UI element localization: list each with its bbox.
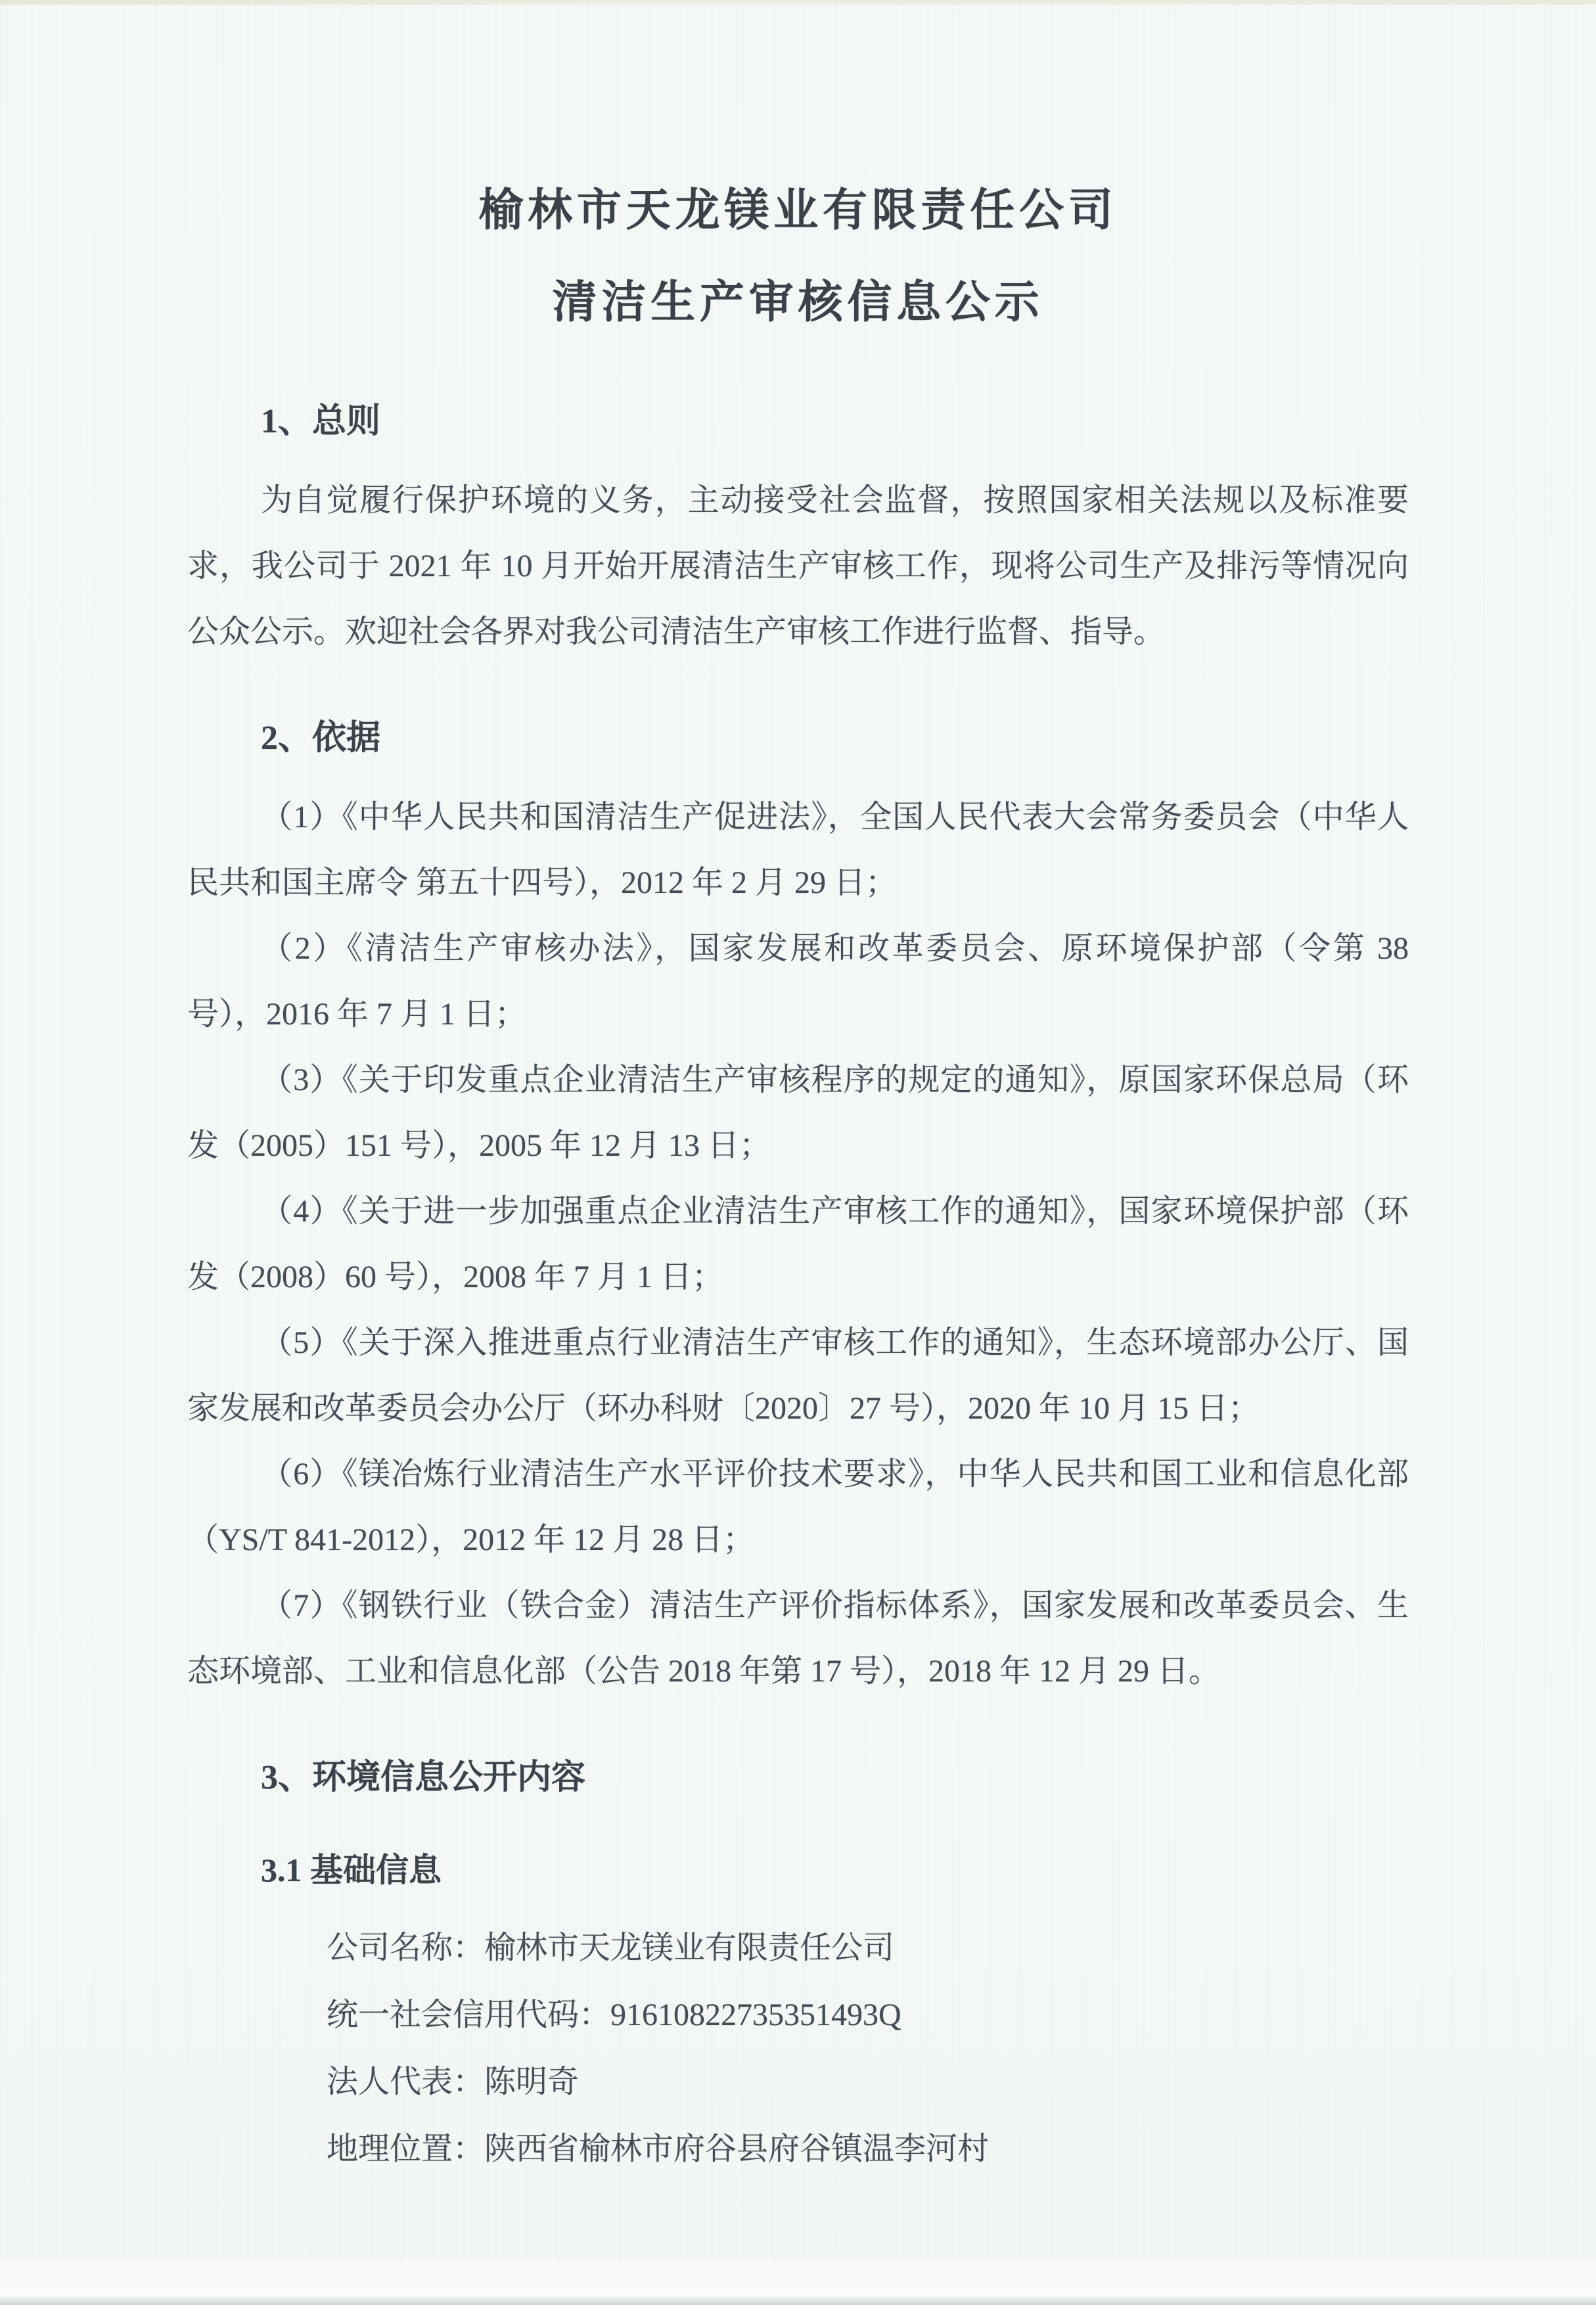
document-title-line-1: 榆林市天龙镁业有限责任公司 [478,185,1118,235]
field-company-name-label: 公司名称： [327,1930,485,1965]
scan-artifact-bottom-strip [0,2262,1596,2288]
section-3-1-heading: 3.1 基础信息 [261,1852,442,1888]
field-location-label: 地理位置： [327,2132,485,2166]
reference-item-2: （2）《清洁生产审核办法》，国家发展和改革委员会、原环境保护部（令第 38 号），2016 年 7 月 1 日； [187,931,1409,1032]
reference-item-7: （7）《钢铁行业（铁合金）清洁生产评价指标体系》，国家发展和改革委员会、生态环境部、工业和信息化部（公告 2018 年第 17 号），2018 年 12 月 29 日。 [187,1588,1409,1689]
reference-item-5: （5）《关于深入推进重点行业清洁生产审核工作的通知》，生态环境部办公厅、国家发展和改革委员会办公厅（环办科财〔2020〕27 号），2020 年 10 月 15 日； [187,1325,1409,1426]
scan-artifact-bottom-edge [0,2288,1596,2305]
field-company-name-value: 榆林市天龙镁业有限责任公司 [484,1930,895,1965]
field-credit-code-value: 91610822735351493Q [610,1997,901,2032]
section-1-heading: 1、总则 [261,403,381,440]
reference-item-1: （1）《中华人民共和国清洁生产促进法》，全国人民代表大会常务委员会（中华人民共和国主席令 第五十四号），2012 年 2 月 29 日； [187,800,1409,900]
scan-artifact-top-edge [0,0,1596,5]
section-2-heading: 2、依据 [261,719,381,757]
field-legal-representative-value: 陈明奇 [484,2065,580,2099]
reference-item-6: （6）《镁冶炼行业清洁生产水平评价技术要求》，中华人民共和国工业和信息化部（YS/T 841-2012），2012 年 12 月 28 日； [187,1457,1409,1557]
field-legal-representative [187,2049,1409,2116]
reference-item-4: （4）《关于进一步加强重点企业清洁生产审核工作的通知》，国家环境保护部（环发（2008）60 号），2008 年 7 月 1 日； [187,1194,1409,1294]
field-credit-code-label: 统一社会信用代码： [327,1997,611,2032]
field-location [187,2116,1409,2183]
field-location-value: 陕西省榆林市府谷县府谷镇温李河村 [484,2132,990,2166]
field-legal-representative-label: 法人代表： [327,2065,485,2099]
section-3-heading: 3、环境信息公开内容 [261,1759,586,1796]
reference-item-3: （3）《关于印发重点企业清洁生产审核程序的规定的通知》，原国家环保总局（环发（2005）151 号），2005 年 12 月 13 日； [187,1062,1409,1163]
field-credit-code [187,1982,1409,2049]
document-content [187,164,1409,2183]
field-company-name [187,1915,1409,1982]
document-title-line-2: 清洁生产审核信息公示 [552,277,1044,327]
section-1-paragraph: 为自觉履行保护环境的义务，主动接受社会监督，按照国家相关法规以及标准要求，我公司于 2021 年 10 月开始开展清洁生产审核工作，现将公司生产及排污等情况向公众公示。欢迎社会各界对我公司清洁生产审核工作进行监督、指导。 [187,483,1409,649]
